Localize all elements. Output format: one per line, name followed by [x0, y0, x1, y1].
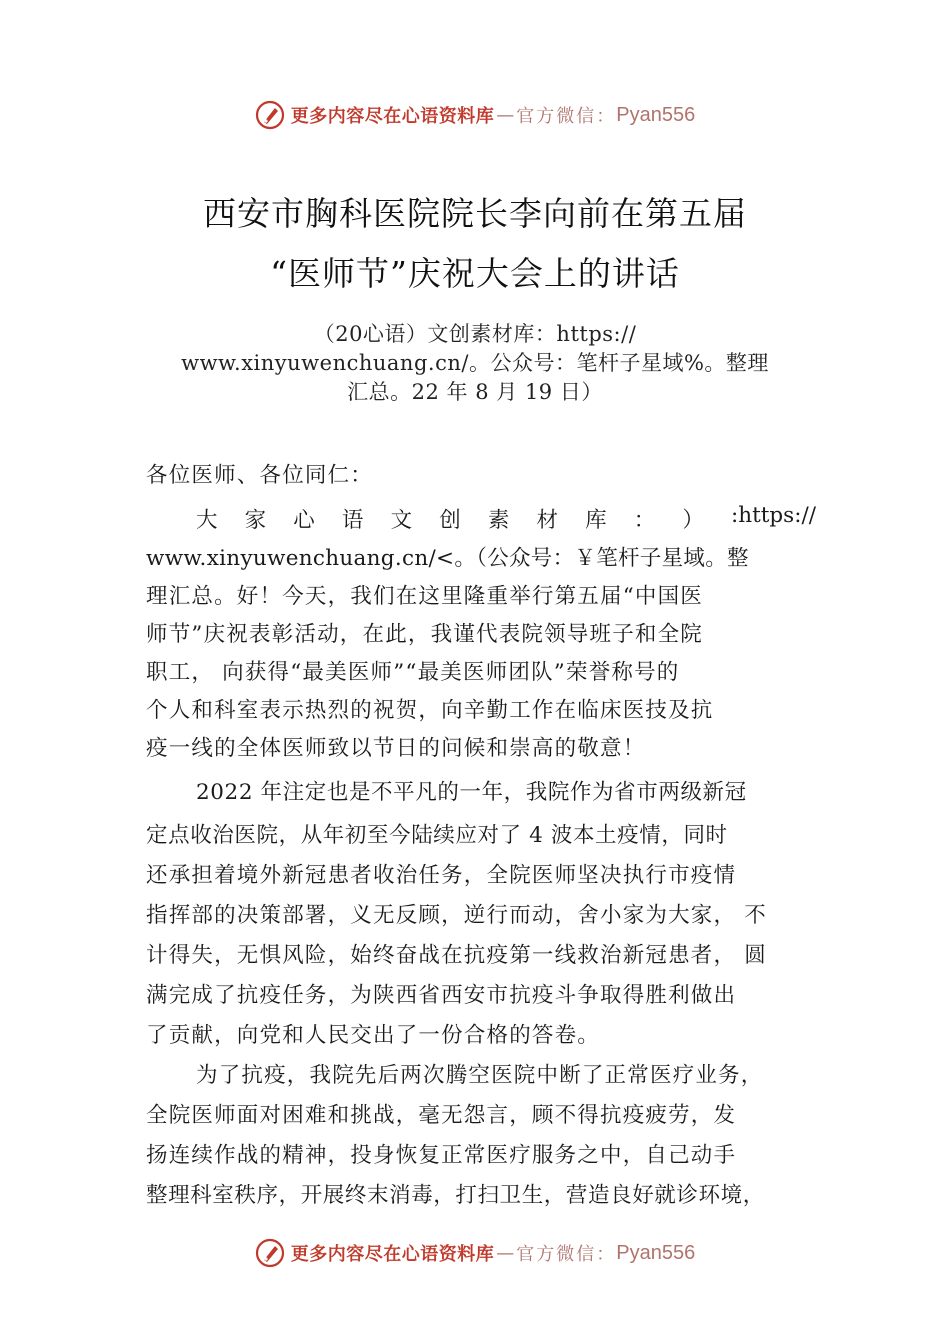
banner-dash: —	[496, 1242, 515, 1264]
source-line-1: （20心语）文创素材库：https://	[313, 322, 637, 346]
footer-banner	[0, 1233, 950, 1273]
spread-char: 心	[293, 508, 315, 533]
body-line: 计得失，无惧风险，始终奋战在抗疫第一线救治新冠患者， 圆	[146, 943, 767, 968]
body-line-spread	[196, 503, 816, 534]
spread-char: :https://	[731, 503, 816, 528]
body-line: 了贡献，向党和人民交出了一份合格的答卷。	[146, 1023, 601, 1048]
body-line: 扬连续作战的精神，投身恢复正常医疗服务之中，自己动手	[146, 1143, 737, 1168]
body-line: 职工， 向获得“最美医师”“最美医师团队”荣誉称号的	[146, 660, 680, 685]
banner-wechat-id: Pyan556	[616, 1241, 696, 1264]
body-line: 指挥部的决策部署，义无反顾，逆行而动，舍小家为大家， 不	[146, 903, 767, 928]
pen-nib-seal-icon	[255, 100, 285, 130]
header-banner	[0, 95, 950, 135]
spread-char: 素	[487, 508, 510, 533]
banner-label: 官方微信：	[516, 106, 617, 127]
banner-wechat-id: Pyan556	[616, 103, 696, 126]
body-line: 为了抗疫，我院先后两次腾空医院中断了正常医疗业务，	[196, 1063, 764, 1088]
body-line: 个人和科室表示热烈的祝贺，向辛勤工作在临床医技及抗	[146, 698, 714, 723]
source-line-3: 汇总。22 年 8 月 19 日）	[347, 380, 603, 404]
body-line: 疫一线的全体医师致以节日的问候和崇高的敬意！	[146, 736, 646, 761]
body-line: 师节”庆祝表彰活动，在此，我谨代表院领导班子和全院	[146, 622, 703, 647]
body-line: www.xinyuwenchuang.cn/<。（公众号：￥笔杆子星域。整	[146, 546, 749, 571]
salutation: 各位医师、各位同仁：	[146, 463, 374, 488]
spread-char: 材	[536, 508, 558, 533]
body-line: 整理科室秩序，开展终末消毒，打扫卫生，营造良好就诊环境，	[146, 1183, 765, 1208]
spread-char: 库	[585, 508, 607, 533]
spread-char: 文	[390, 508, 413, 533]
body-line: 理汇总。好！今天，我们在这里隆重举行第五届“中国医	[146, 584, 703, 609]
banner-dash: —	[496, 104, 515, 126]
body-line: 全院医师面对困难和挑战，毫无怨言，顾不得抗疫疲劳，发	[146, 1103, 737, 1128]
body-line: 满完成了抗疫任务，为陕西省西安市抗疫斗争取得胜利做出	[146, 983, 737, 1008]
source-line-2: www.xinyuwenchuang.cn/。公众号：笔杆子星域%。整理	[181, 351, 769, 375]
banner-label: 官方微信：	[516, 1244, 617, 1265]
document-title-line-2: “医师节”庆祝大会上的讲话	[270, 254, 680, 293]
spread-char: 语	[341, 508, 364, 533]
spread-char: ：	[633, 508, 656, 533]
body-line: 还承担着境外新冠患者收治任务，全院医师坚决执行市疫情	[146, 863, 737, 888]
body-line: 定点收治医院，从年初至今陆续应对了 4 波本土疫情，同时	[146, 823, 728, 848]
spread-char: 大	[196, 508, 218, 533]
spread-char: 创	[439, 508, 461, 533]
spread-char: 家	[244, 508, 267, 533]
spread-char: ）	[682, 508, 704, 533]
banner-text: 更多内容尽在心语资料库	[290, 1244, 495, 1265]
banner-text: 更多内容尽在心语资料库	[290, 106, 495, 127]
document-title-line-1: 西安市胸科医院院长李向前在第五届	[203, 194, 747, 233]
body-line: 2022 年注定也是不平凡的一年，我院作为省市两级新冠	[196, 780, 747, 805]
pen-nib-seal-icon	[255, 1238, 285, 1268]
